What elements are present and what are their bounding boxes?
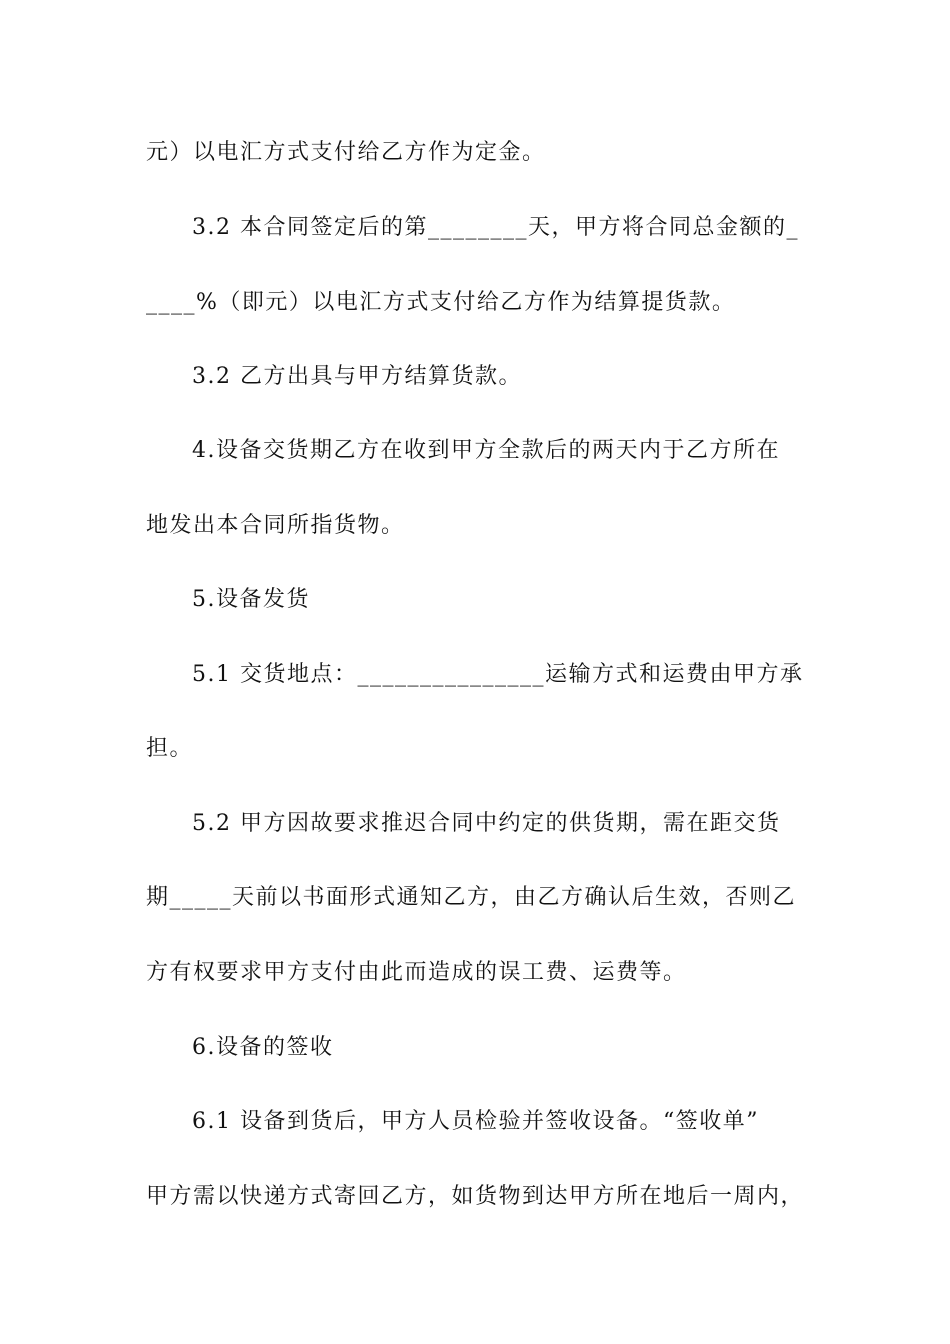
text-line-clause-6-1-cont: 甲方需以快递方式寄回乙方，如货物到达甲方所在地后一周内， bbox=[146, 1184, 805, 1209]
text-line-clause-5-2-cont-1: 期_____天前以书面形式通知乙方，由乙方确认后生效，否则乙 bbox=[146, 885, 797, 910]
text-line-deposit-end: 元）以电汇方式支付给乙方作为定金。 bbox=[146, 140, 546, 165]
text-line-clause-3-2-a-cont: ____%（即元）以电汇方式支付给乙方作为结算提货款。 bbox=[146, 290, 736, 315]
text-line-clause-5-1: 5.1 交货地点：_______________运输方式和运费由甲方承 bbox=[192, 662, 804, 687]
text-line-clause-6-1: 6.1 设备到货后，甲方人员检验并签收设备。“签收单” bbox=[192, 1109, 759, 1134]
text-line-clause-3-2-b: 3.2 乙方出具与甲方结算货款。 bbox=[192, 364, 522, 389]
text-line-heading-6: 6.设备的签收 bbox=[192, 1035, 334, 1060]
text-line-clause-5-2: 5.2 甲方因故要求推迟合同中约定的供货期，需在距交货 bbox=[192, 811, 781, 836]
text-line-clause-5-1-cont: 担。 bbox=[146, 736, 194, 761]
text-line-clause-4: 4.设备交货期乙方在收到甲方全款后的两天内于乙方所在 bbox=[192, 438, 780, 463]
text-line-clause-5-2-cont-2: 方有权要求甲方支付由此而造成的误工费、运费等。 bbox=[146, 960, 687, 985]
text-line-heading-5: 5.设备发货 bbox=[192, 587, 310, 612]
text-line-clause-3-2-a: 3.2 本合同签定后的第________天，甲方将合同总金额的_ bbox=[192, 215, 799, 240]
text-line-clause-4-cont: 地发出本合同所指货物。 bbox=[146, 513, 405, 538]
